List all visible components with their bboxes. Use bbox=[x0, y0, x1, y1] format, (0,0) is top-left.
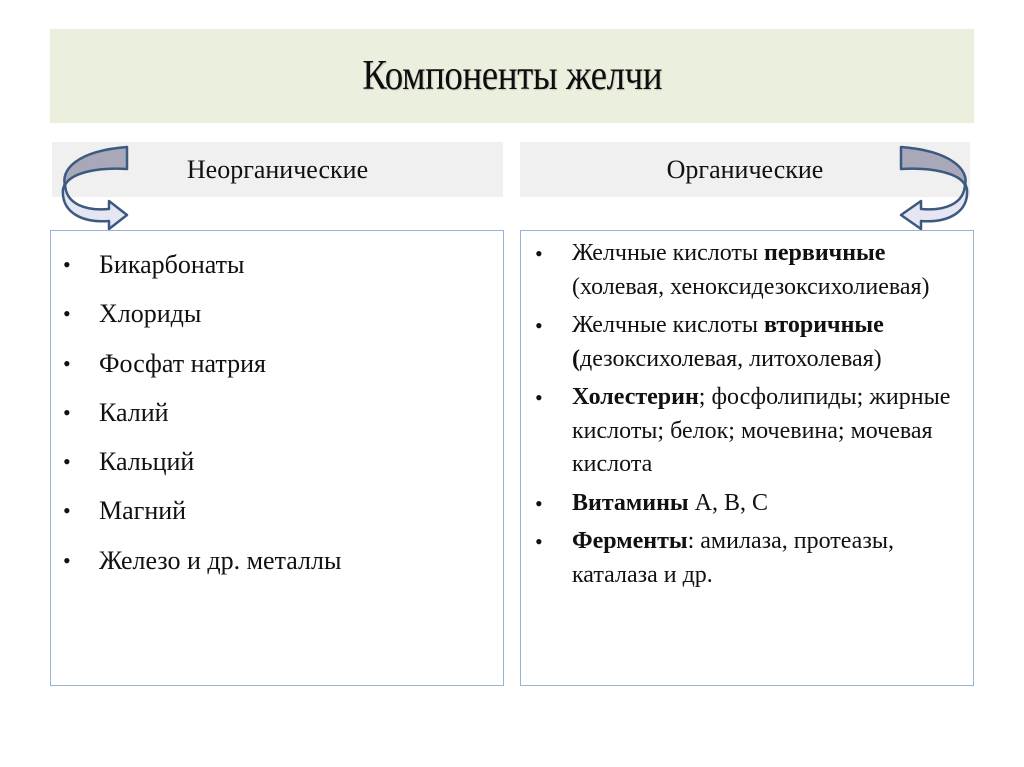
list-item-text: Желчные кислоты bbox=[572, 240, 765, 266]
list-item-text: (холевая, хеноксидезоксихолиевая) bbox=[572, 273, 930, 300]
list-item bbox=[51, 289, 503, 338]
list-item-text: дезоксихолевая, литохолевая) bbox=[580, 345, 882, 372]
bullet-icon: • bbox=[63, 399, 71, 425]
list-item bbox=[51, 486, 503, 535]
list-item-emphasis: Холестерин bbox=[572, 384, 699, 410]
list-item-text: Калий bbox=[99, 397, 169, 427]
list-item-text: Желчные кислоты bbox=[572, 312, 765, 338]
curved-arrow-right-icon bbox=[57, 143, 137, 233]
bullet-icon: • bbox=[63, 350, 71, 376]
list-item-text: : амилаза, протеазы, каталаза и др. bbox=[572, 528, 894, 588]
list-item-text: Хлориды bbox=[99, 299, 202, 329]
list-item bbox=[51, 339, 503, 388]
list-item bbox=[521, 237, 973, 304]
list-item-emphasis: первичные bbox=[764, 240, 886, 266]
list-item-text: А, В, С bbox=[688, 489, 769, 516]
list-item bbox=[521, 309, 973, 376]
title-banner bbox=[50, 29, 974, 123]
bullet-icon: • bbox=[63, 252, 71, 277]
list-item-text: Кальций bbox=[99, 447, 195, 477]
list-item bbox=[521, 525, 973, 592]
list-item-emphasis: вторичные ( bbox=[572, 312, 884, 372]
inorganic-list-box bbox=[50, 230, 504, 686]
list-item bbox=[51, 437, 503, 486]
list-item-text: Бикарбонаты bbox=[99, 250, 245, 279]
list-item-text: ; фосфолипиды; жирные кислоты; белок; мочевина; мочевая кислота bbox=[572, 384, 951, 477]
organic-list-box bbox=[520, 230, 974, 686]
list-item-text: Магний bbox=[99, 496, 187, 526]
header-organic-label: Органические bbox=[666, 154, 824, 184]
bullet-icon: • bbox=[535, 490, 543, 516]
list-item bbox=[521, 381, 973, 482]
list-item-text: Фосфат натрия bbox=[99, 348, 266, 378]
bullet-icon: • bbox=[535, 529, 543, 554]
inorganic-list bbox=[51, 231, 503, 585]
list-item bbox=[51, 536, 503, 585]
bullet-icon: • bbox=[63, 498, 71, 524]
bullet-icon: • bbox=[535, 241, 543, 266]
list-item bbox=[521, 487, 973, 521]
bullet-icon: • bbox=[535, 313, 543, 338]
list-item-text: Железо и др. металлы bbox=[99, 545, 342, 575]
list-item bbox=[51, 240, 503, 289]
list-item-emphasis: Ферменты bbox=[572, 528, 688, 554]
bullet-icon: • bbox=[63, 547, 71, 573]
slide-title: Компоненты желчи bbox=[362, 53, 662, 99]
list-item-emphasis: Витамины bbox=[572, 489, 689, 516]
curved-arrow-left-icon bbox=[891, 143, 971, 233]
bullet-icon: • bbox=[535, 385, 543, 410]
bullet-icon: • bbox=[63, 301, 71, 327]
organic-list bbox=[521, 231, 973, 592]
list-item bbox=[51, 388, 503, 437]
header-inorganic-label: Неорганические bbox=[186, 154, 369, 184]
bullet-icon: • bbox=[63, 449, 71, 475]
